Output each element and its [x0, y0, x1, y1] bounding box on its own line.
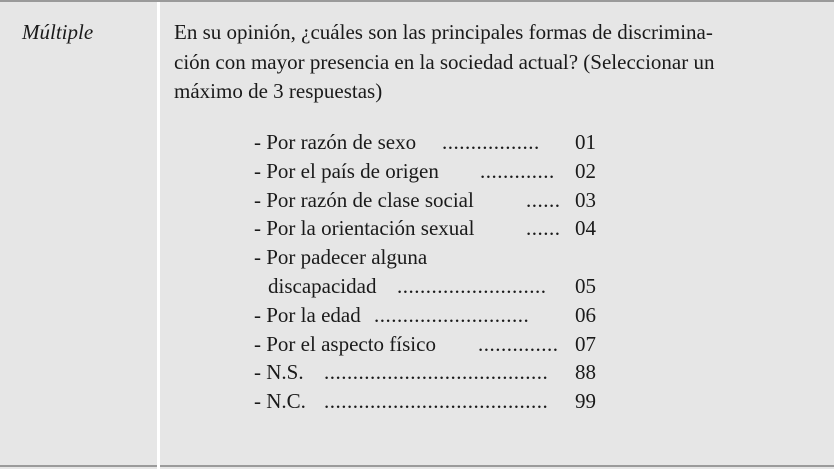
option-code: 07 [575, 331, 596, 356]
option-code: 05 [575, 273, 596, 298]
option-label: discapacidad [268, 273, 377, 298]
answer-option [254, 130, 604, 159]
option-leader-dots: ....................................... [324, 389, 549, 414]
answer-option [254, 303, 604, 332]
option-label: - Por razón de clase social [254, 187, 474, 212]
answer-option [254, 188, 604, 217]
answer-option [254, 389, 604, 418]
option-leader-dots: ...... [526, 187, 561, 212]
answer-option [254, 159, 604, 188]
option-code: 04 [575, 216, 596, 241]
answer-option [254, 332, 604, 361]
option-label: - N.S. [254, 360, 304, 385]
option-leader-dots: .............. [478, 331, 559, 356]
option-leader-dots: ................. [442, 130, 540, 154]
column-divider [157, 2, 160, 469]
option-label: - Por padecer alguna [254, 245, 428, 270]
option-label: - Por la orientación sexual [254, 216, 475, 241]
answer-options-list [254, 130, 604, 418]
option-leader-dots: ....................................... [324, 360, 549, 385]
option-code: 03 [575, 187, 596, 212]
answer-option-continuation [254, 274, 604, 303]
option-label: - Por la edad [254, 302, 361, 327]
answer-option [254, 216, 604, 245]
question-line: ción con mayor presencia en la sociedad actual? (Seleccionar un [174, 49, 715, 74]
option-leader-dots: ........................... [374, 302, 530, 327]
option-leader-dots: .......................... [397, 273, 547, 298]
answer-option [254, 245, 604, 274]
answer-option [254, 360, 604, 389]
option-code: 01 [575, 130, 596, 154]
question-type-label: Múltiple [22, 20, 94, 44]
option-leader-dots: ............. [480, 158, 555, 183]
option-label: - Por razón de sexo [254, 130, 417, 154]
option-code: 88 [575, 360, 596, 385]
option-code: 02 [575, 158, 596, 183]
option-leader-dots: ...... [526, 216, 561, 241]
option-label: - N.C. [254, 389, 306, 414]
option-code: 06 [575, 302, 596, 327]
question-text [174, 18, 824, 107]
option-code: 99 [575, 389, 596, 414]
option-label: - Por el aspecto físico [254, 331, 436, 356]
question-line: máximo de 3 respuestas) [174, 79, 383, 103]
option-label: - Por el país de origen [254, 158, 439, 183]
question-line: En su opinión, ¿cuáles son las principales formas de discrimina- [174, 20, 713, 44]
